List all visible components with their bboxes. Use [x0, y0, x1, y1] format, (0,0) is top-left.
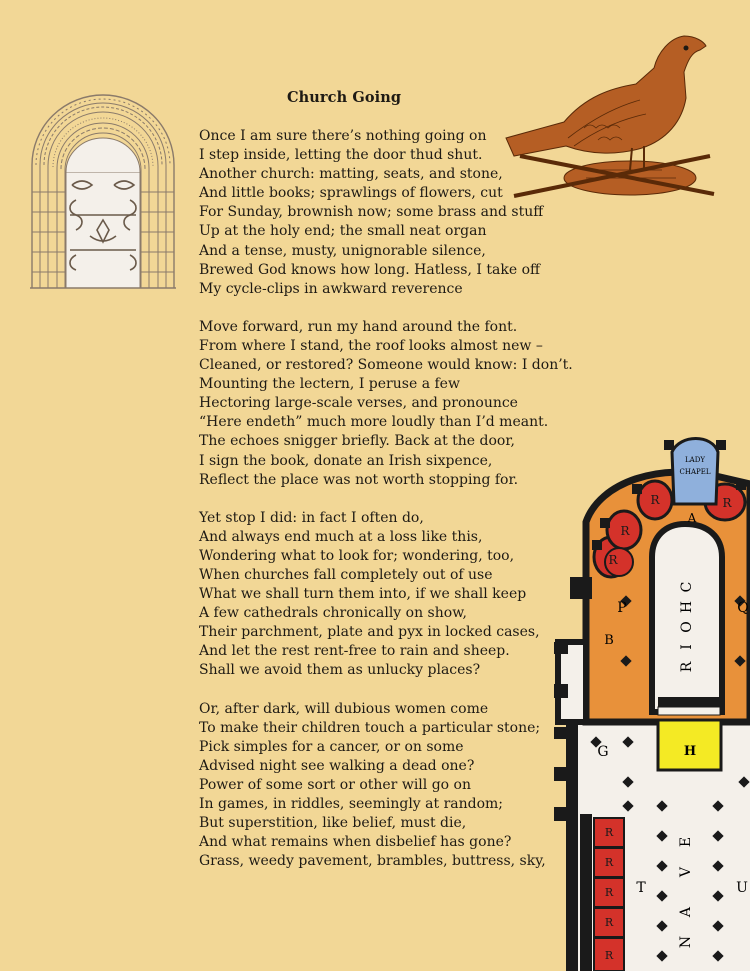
poem-line: In games, in riddles, seemingly at random;: [199, 796, 504, 812]
nave-letter: N: [678, 935, 694, 949]
chapel-label-r: R: [604, 916, 614, 929]
poem-line: Move forward, run my hand around the font.: [199, 318, 518, 335]
poem-line: But superstition, like belief, must die,: [199, 815, 467, 832]
poem-line: Up at the holy end; the small neat organ: [199, 223, 487, 240]
poem-line: Mounting the lectern, I peruse a few: [199, 376, 460, 393]
poem-line: Once I am sure there’s nothing going on: [199, 128, 487, 144]
poem-line: And a tense, musty, unignorable silence,: [199, 242, 486, 259]
poem-line: Pick simples for a cancer, or on some: [199, 738, 464, 755]
poem-line: And let the rest rent-free to rain and sheep.: [199, 643, 510, 660]
chapel-label-r: R: [604, 856, 614, 869]
choir-letter: H: [679, 600, 695, 614]
choir-letter: C: [679, 581, 695, 593]
chapel-label-r: R: [620, 524, 630, 538]
choir-letter: R: [679, 661, 695, 673]
label-b: B: [604, 633, 614, 648]
lady-chapel-label: CHAPEL: [679, 468, 711, 476]
poem-line: And what remains when disbelief has gone?: [199, 834, 512, 851]
poem-line: Another church: matting, seats, and stone,: [199, 166, 503, 183]
poem-line: Grass, weedy pavement, brambles, buttress, sky,: [199, 853, 546, 870]
chapel-label-r: R: [604, 949, 614, 962]
poem-line: Their parchment, plate and pyx in locked cases,: [199, 624, 540, 641]
poem-line: The echoes snigger briefly. Back at the door,: [199, 433, 515, 450]
chapel-label-r: R: [650, 493, 660, 507]
poem-line: Brewed God knows how long. Hatless, I take off: [199, 261, 540, 278]
poem-line: Power of some sort or other will go on: [199, 776, 471, 793]
poem-line: For Sunday, brownish now; some brass and stuff: [199, 204, 544, 221]
chapel-label-r: R: [604, 886, 614, 899]
church-door-illustration: [28, 90, 178, 290]
poem-line: When churches fall completely out of use: [199, 566, 493, 583]
nave-letter: V: [678, 866, 694, 878]
stanza-2: [199, 318, 573, 490]
poem-line: I step inside, letting the door thud shut.: [199, 147, 483, 164]
cathedral-floor-plan: [540, 422, 750, 971]
poem-line: Advised night see walking a dead one?: [199, 757, 475, 774]
poem-body: [199, 127, 573, 890]
label-t: T: [636, 880, 646, 896]
poem-title: Church Going: [287, 89, 402, 106]
poem-line: Yet stop I did: in fact I often do,: [199, 509, 424, 526]
poem-line: Hectoring large-scale verses, and pronounce: [199, 395, 518, 412]
poem-line: Shall we avoid them as unlucky places?: [199, 662, 481, 679]
choir-letter: O: [679, 621, 695, 633]
poem-line: What we shall turn them into, if we shall keep: [199, 586, 527, 603]
chapel-label-r: R: [608, 553, 618, 567]
nave-letter: A: [678, 906, 694, 918]
poem-line: “Here endeth” much more loudly than I’d meant.: [199, 414, 549, 431]
poem-line: And little books; sprawlings of flowers, cut: [199, 185, 503, 202]
poem-line: My cycle-clips in awkward reverence: [199, 280, 463, 297]
stanza-3: [199, 509, 559, 681]
chapel-label-r: R: [604, 826, 614, 839]
choir-letter: I: [679, 644, 695, 650]
bird-illustration: [504, 30, 720, 202]
label-p: P: [617, 600, 627, 616]
poem-line: And always end much at a loss like this,: [199, 528, 483, 545]
chapel-label-r: R: [722, 496, 732, 510]
poem-line: I sign the book, donate an Irish sixpence,: [199, 452, 493, 469]
poem-line: Wondering what to look for; wondering, too,: [199, 547, 515, 564]
label-g: G: [597, 744, 609, 760]
nave-letter: E: [678, 836, 694, 848]
lady-chapel-label: LADY: [685, 456, 705, 464]
label-a: A: [687, 511, 697, 525]
poem-line: From where I stand, the roof looks almost new –: [199, 337, 543, 354]
poem-line: To make their children touch a particular stone;: [199, 719, 541, 736]
label-u: U: [736, 880, 748, 896]
poem-line: Or, after dark, will dubious women come: [199, 700, 489, 717]
poem-line: Reflect the place was not worth stopping for.: [199, 471, 519, 488]
label-h: H: [683, 744, 697, 759]
stanza-4: [199, 700, 559, 872]
poem-line: A few cathedrals chronically on show,: [199, 605, 467, 622]
choir: [652, 524, 722, 712]
label-q: Q: [737, 600, 749, 616]
poem-line: Cleaned, or restored? Someone would know: I don’t.: [199, 357, 573, 374]
